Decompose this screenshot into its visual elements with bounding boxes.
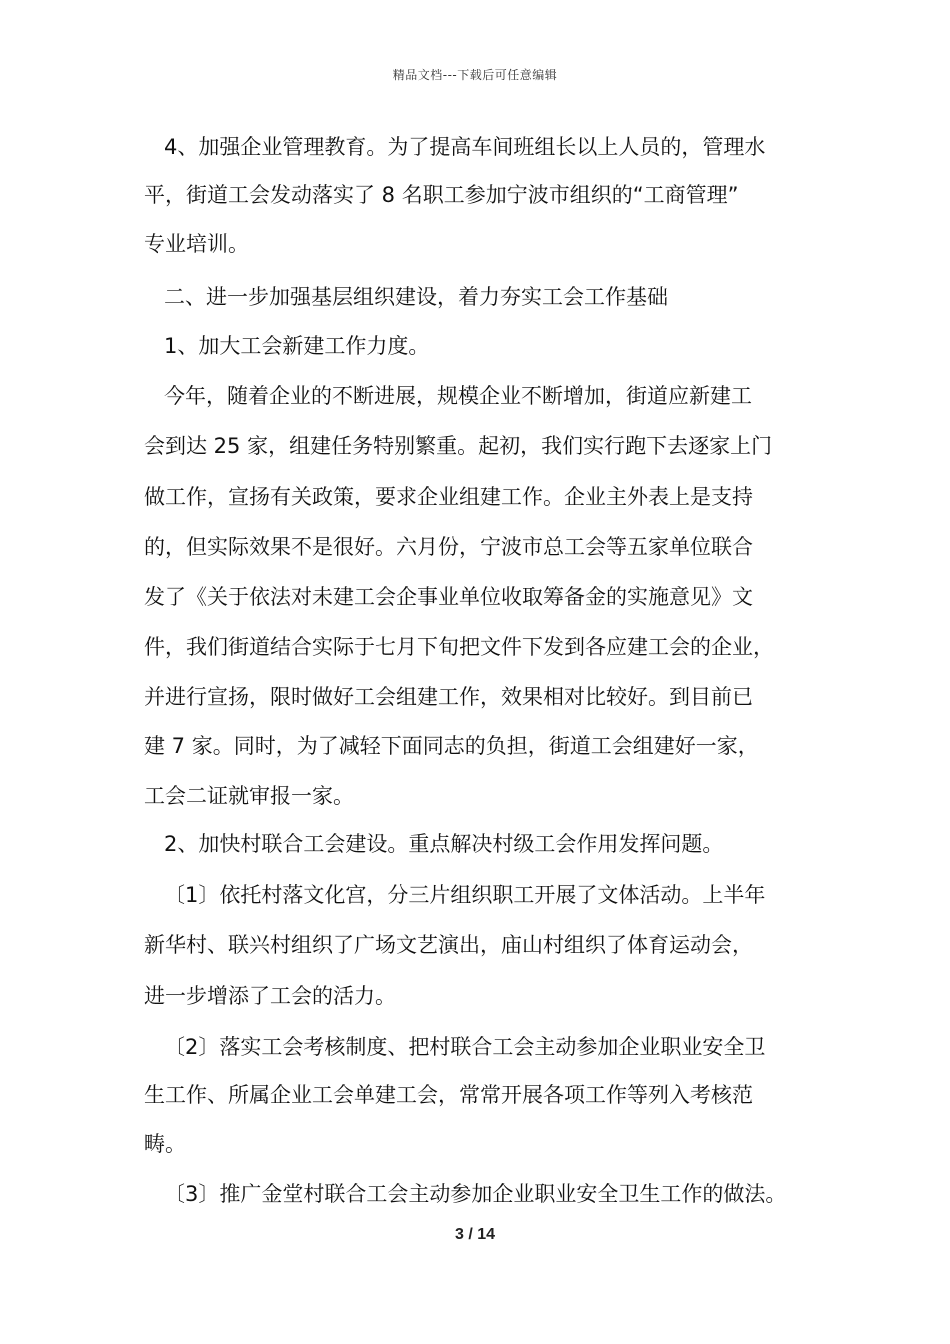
text-line: 并进行宣扬，限时做好工会组建工作，效果相对比较好。到目前已	[144, 685, 753, 709]
text-line: 生工作、所属企业工会单建工会，常常开展各项工作等列入考核范	[144, 1083, 753, 1107]
text-line: 畴。	[144, 1132, 186, 1156]
text-line: 的，但实际效果不是很好。六月份，宁波市总工会等五家单位联合	[144, 535, 753, 559]
text-line: 平，街道工会发动落实了 8 名职工参加宁波市组织的“工商管理”	[144, 183, 739, 207]
text-line: 件，我们街道结合实际于七月下旬把文件下发到各应建工会的企业，	[144, 635, 774, 659]
subsection-heading: 1、加大工会新建工作力度。	[164, 334, 430, 358]
text-line: 4、加强企业管理教育。为了提高车间班组长以上人员的，管理水	[164, 135, 766, 159]
text-line: 新华村、联兴村组织了广场文艺演出，庙山村组织了体育运动会，	[144, 933, 753, 957]
text-line: 工会二证就审报一家。	[144, 784, 354, 808]
text-line: 建 7 家。同时，为了减轻下面同志的负担，街道工会组建好一家，	[144, 734, 759, 758]
text-line: 〔2〕落实工会考核制度、把村联合工会主动参加企业职业安全卫	[164, 1035, 766, 1059]
text-line: 发了《关于依法对未建工会企事业单位收取筹备金的实施意见》文	[144, 585, 753, 609]
subsection-heading: 2、加快村联合工会建设。重点解决村级工会作用发挥问题。	[164, 832, 724, 856]
page-header: 精品文档---下载后可任意编辑	[392, 68, 558, 82]
section-heading: 二、进一步加强基层组织建设，着力夯实工会工作基础	[164, 285, 668, 309]
text-line: 做工作，宣扬有关政策，要求企业组建工作。企业主外表上是支持	[144, 485, 753, 509]
text-line: 专业培训。	[144, 232, 249, 256]
text-line: 〔3〕推广金堂村联合工会主动参加企业职业安全卫生工作的做法。	[164, 1182, 787, 1206]
text-line: 会到达 25 家，组建任务特别繁重。起初，我们实行跑下去逐家上门	[144, 434, 773, 458]
text-line: 〔1〕依托村落文化宫，分三片组织职工开展了文体活动。上半年	[164, 883, 766, 907]
text-line: 今年，随着企业的不断进展，规模企业不断增加，街道应新建工	[164, 384, 752, 408]
text-line: 进一步增添了工会的活力。	[144, 984, 396, 1008]
page-number: 3 / 14	[454, 1226, 496, 1243]
